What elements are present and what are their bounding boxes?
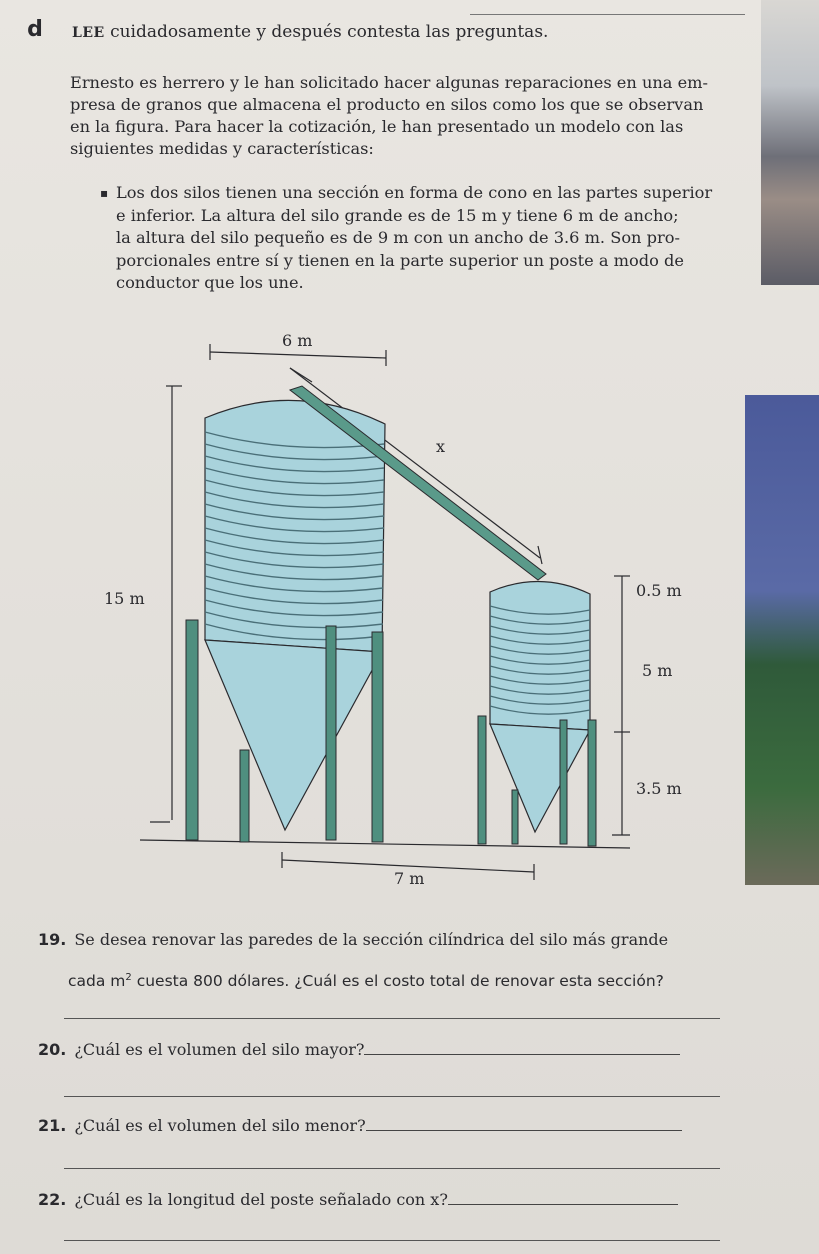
- background-photo-edge: [761, 0, 819, 285]
- label-width: 6 m: [282, 331, 313, 350]
- question-19: [38, 930, 668, 949]
- answer-blank[interactable]: [366, 1130, 682, 1131]
- big-silo: [186, 400, 385, 842]
- question-number: 22.: [38, 1190, 67, 1209]
- header-rule: [470, 14, 745, 15]
- question-number: 20.: [38, 1040, 67, 1059]
- answer-line[interactable]: [64, 1168, 720, 1169]
- bullet-line: conductor que los une.: [116, 273, 304, 292]
- answer-blank[interactable]: [448, 1204, 678, 1205]
- question-19-line2: [68, 972, 664, 990]
- intro-paragraph: [70, 72, 746, 160]
- question-22: [38, 1190, 678, 1209]
- intro-line: Ernesto es herrero y le han solicitado hacer algunas reparaciones en una em-: [70, 73, 708, 92]
- answer-line[interactable]: [64, 1096, 720, 1097]
- label-height-big: 15 m: [104, 589, 145, 608]
- bullet-item: [100, 182, 750, 295]
- label-bottom-cone: 3.5 m: [636, 779, 682, 798]
- answer-line[interactable]: [64, 1018, 720, 1019]
- question-20: [38, 1040, 680, 1059]
- silos-figure: [0, 320, 740, 900]
- label-distance: 7 m: [394, 869, 425, 888]
- section-letter: d: [27, 16, 43, 42]
- bullet-line: ▪ Los dos silos tienen una sección en forma de cono en las partes superior: [100, 182, 750, 205]
- instruction-text: cuidadosamente y después contesta las preguntas.: [104, 22, 549, 42]
- label-top-cone: 0.5 m: [636, 581, 682, 600]
- bullet-line: la altura del silo pequeño es de 9 m con un ancho de 3.6 m. Son pro-: [116, 228, 680, 247]
- instruction: [72, 22, 548, 42]
- question-number: 19.: [38, 930, 67, 949]
- question-text: ¿Cuál es el volumen del silo mayor?: [74, 1040, 365, 1059]
- bullet-line: porcionales entre sí y tienen en la parte superior un poste a modo de: [116, 250, 684, 270]
- question-text: cada m: [68, 972, 126, 991]
- question-text: cuesta 800 dólares. ¿Cuál es el costo total de renovar esta sección?: [131, 972, 664, 991]
- question-text: ¿Cuál es la longitud del poste señalado con x?: [74, 1190, 448, 1209]
- question-21: [38, 1116, 682, 1135]
- intro-line: en la figura. Para hacer la cotización, le han presentado un modelo con las: [70, 117, 684, 136]
- instruction-keyword: LEE: [72, 25, 105, 41]
- answer-blank[interactable]: [364, 1054, 680, 1055]
- intro-line: siguientes medidas y características:: [70, 139, 374, 158]
- intro-line: presa de granos que almacena el producto en silos como los que se observan: [70, 95, 704, 114]
- background-photo-edge: [745, 395, 819, 885]
- bullet-line: e inferior. La altura del silo grande es de 15 m y tiene 6 m de ancho;: [116, 205, 679, 225]
- answer-line[interactable]: [64, 1240, 720, 1241]
- label-cylinder: 5 m: [642, 661, 673, 680]
- small-silo: [478, 581, 596, 846]
- question-number: 21.: [38, 1116, 67, 1135]
- question-text: Se desea renovar las paredes de la sección cilíndrica del silo más grande: [74, 930, 669, 949]
- superscript: 2: [125, 972, 132, 983]
- question-text: ¿Cuál es el volumen del silo menor?: [74, 1116, 366, 1135]
- label-x: x: [436, 437, 446, 456]
